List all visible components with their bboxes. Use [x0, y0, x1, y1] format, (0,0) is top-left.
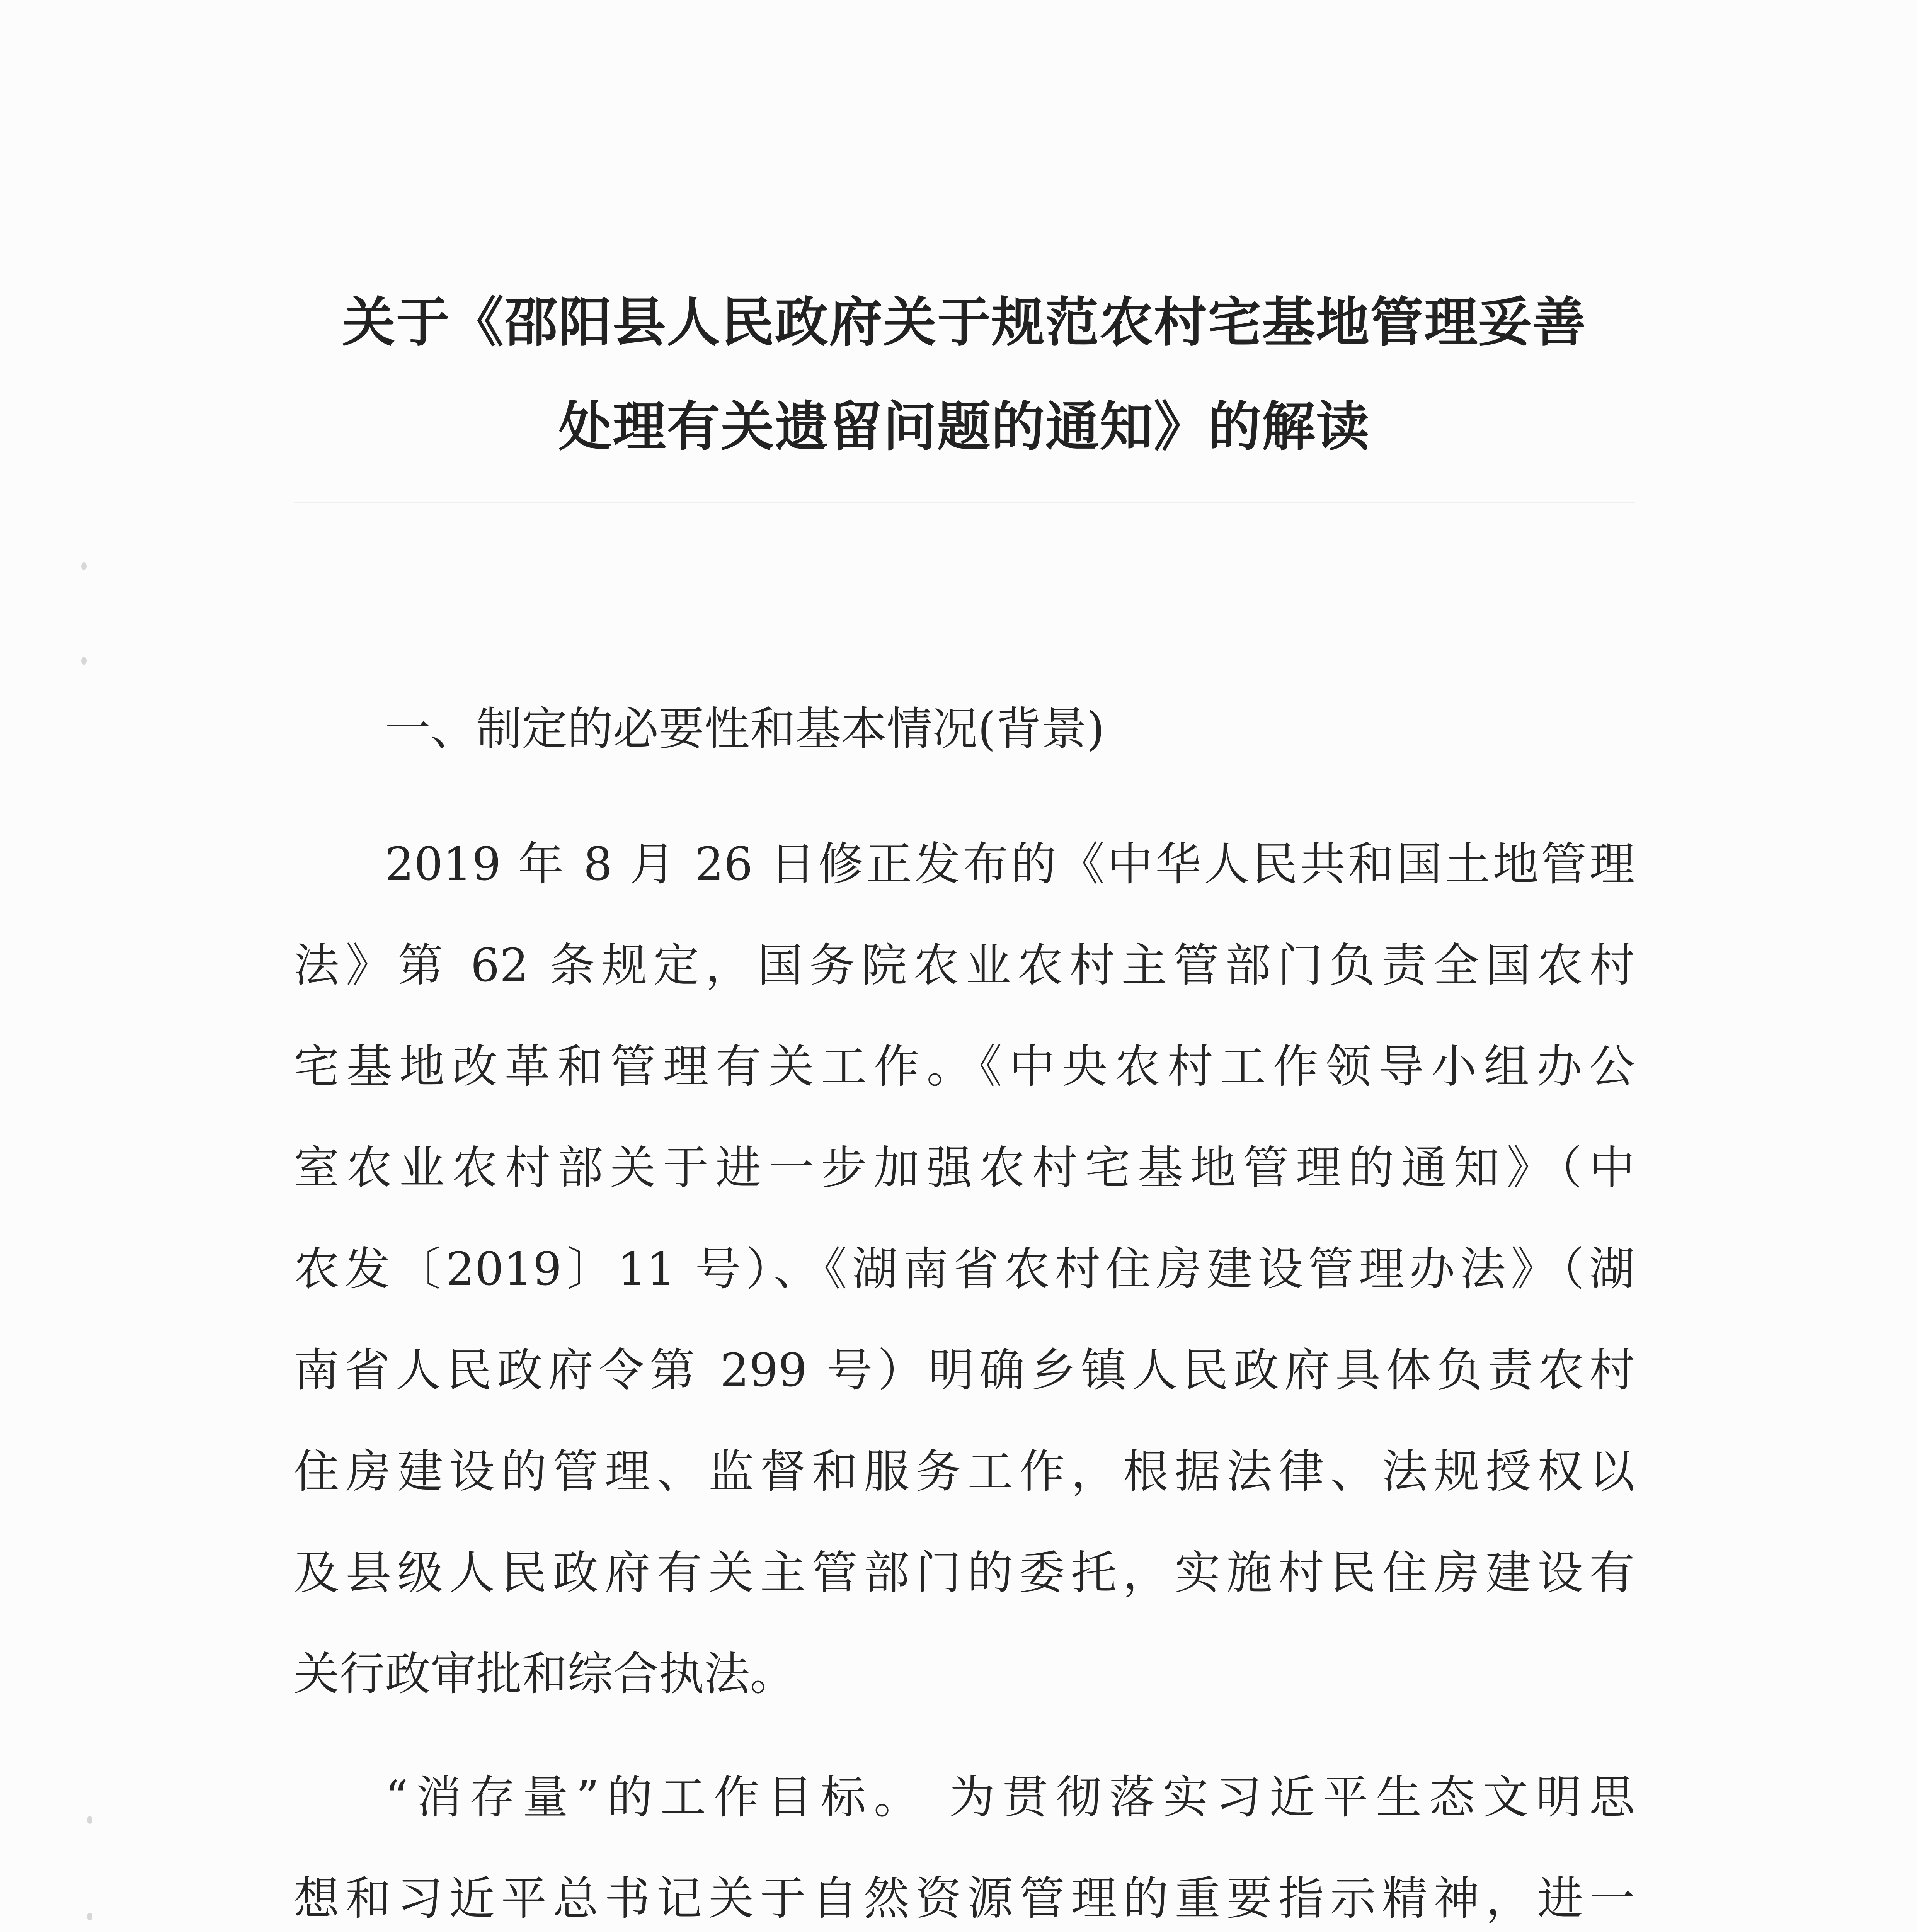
paragraph2-line-1: “消存量”的工作目标。 为贯彻落实习近平生态文明思	[385, 1770, 1635, 1824]
title-line-1: 关于《邵阳县人民政府关于规范农村宅基地管理妥善	[342, 291, 1587, 354]
binding-hole-mark	[87, 1816, 92, 1824]
paragraph1-line-5: 农发〔2019〕11 号）、《湖南省农村住房建设管理办法》（湖	[294, 1242, 1635, 1296]
section-heading-text: 一、制定的必要性和基本情况(背景)	[385, 702, 1105, 755]
paragraph1-line-6: 南省人民政府令第 299 号）明确乡镇人民政府具体负责农村	[294, 1344, 1635, 1397]
paragraph-background-law	[294, 813, 1635, 1725]
paragraph1-line-7: 住房建设的管理、监督和服务工作，根据法律、法规授权以	[294, 1445, 1635, 1498]
binding-hole-mark	[87, 1913, 92, 1920]
title-line-2: 处理有关遗留问题的通知》的解读	[558, 396, 1370, 458]
paragraph1-line-1: 2019 年 8 月 26 日修正发布的《中华人民共和国土地管理	[385, 837, 1635, 891]
title-divider	[294, 502, 1635, 503]
paragraph1-line-8: 及县级人民政府有关主管部门的委托，实施村民住房建设有	[294, 1546, 1635, 1599]
section-heading	[294, 678, 1635, 779]
paragraph1-line-2: 法》第 62 条规定，国务院农业农村主管部门负责全国农村	[294, 939, 1635, 992]
paragraph1-line-9: 关行政审批和综合执法。	[294, 1647, 796, 1701]
binding-hole-mark	[81, 562, 87, 570]
paragraph1-line-3: 宅基地改革和管理有关工作。《中央农村工作领导小组办公	[294, 1040, 1635, 1093]
binding-hole-mark	[81, 657, 87, 665]
paragraph1-line-4: 室农业农村部关于进一步加强农村宅基地管理的通知》（中	[294, 1141, 1635, 1194]
paragraph2-line-2: 想和习近平总书记关于自然资源管理的重要指示精神，进一	[294, 1872, 1635, 1925]
document-title	[294, 270, 1635, 479]
paragraph-work-goal	[294, 1747, 1635, 1932]
